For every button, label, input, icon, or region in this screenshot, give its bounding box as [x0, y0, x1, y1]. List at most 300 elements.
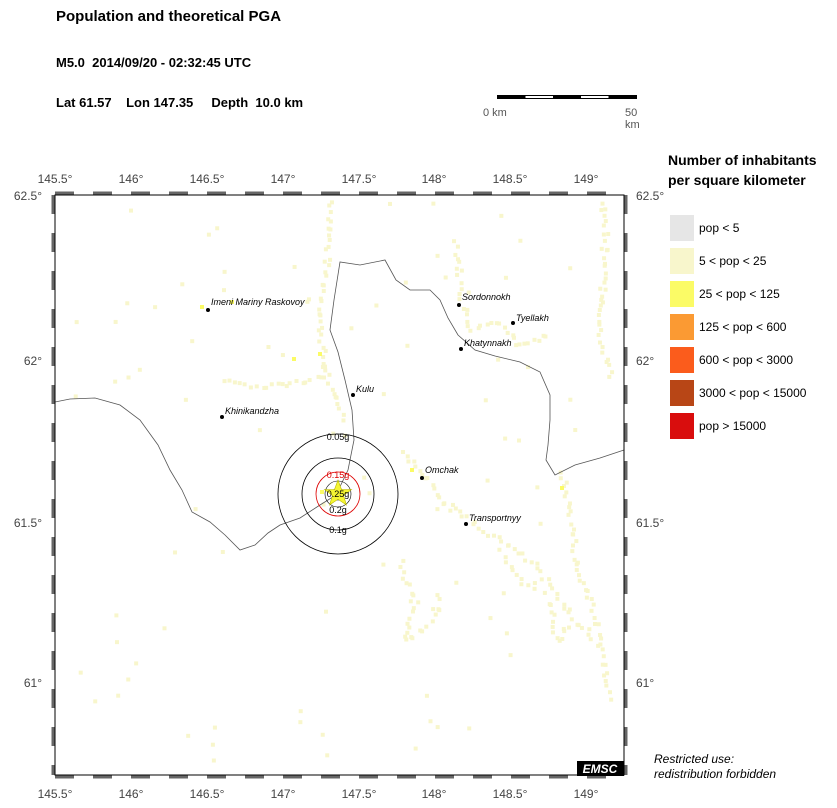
place-marker	[511, 313, 549, 325]
population-dot	[568, 266, 572, 270]
population-dot	[547, 577, 551, 581]
population-dot	[409, 599, 413, 603]
population-dot	[496, 358, 500, 362]
population-dot	[432, 486, 436, 490]
population-dot	[497, 548, 501, 552]
population-dot	[127, 376, 131, 380]
population-dot	[492, 534, 496, 538]
population-dots	[74, 200, 614, 762]
population-dot	[436, 254, 440, 258]
population-dot	[526, 583, 530, 587]
place-marker	[457, 292, 511, 307]
population-dot	[317, 339, 321, 343]
population-dot	[602, 654, 606, 658]
lon-label-top: 147.5°	[341, 172, 377, 186]
population-dot	[562, 627, 566, 631]
pga-label: 0.25g	[326, 489, 350, 499]
place-marker	[351, 384, 374, 397]
population-dot	[548, 602, 552, 606]
population-dot	[533, 581, 537, 585]
population-dot	[93, 699, 97, 703]
population-dot	[425, 476, 429, 480]
population-dot	[435, 593, 439, 597]
population-dot	[329, 210, 333, 214]
population-dot	[458, 292, 462, 296]
population-dot	[603, 214, 607, 218]
population-dot	[601, 647, 605, 651]
population-dot	[465, 312, 469, 316]
lat-label-left: 62°	[23, 354, 42, 368]
population-dot	[281, 382, 285, 386]
population-dot	[498, 535, 502, 539]
population-dot	[331, 388, 335, 392]
population-dot	[190, 339, 194, 343]
population-dot	[520, 577, 524, 581]
usage-notice-line2: redistribution forbidden	[654, 767, 777, 781]
population-dot	[533, 587, 537, 591]
population-dot	[486, 323, 490, 327]
population-dot	[497, 322, 501, 326]
population-dot	[460, 269, 464, 273]
population-dot	[589, 637, 593, 641]
population-dot	[517, 342, 521, 346]
population-dot	[598, 287, 602, 291]
population-dot	[222, 288, 226, 292]
population-dot	[322, 376, 326, 380]
population-dot	[578, 579, 582, 583]
lat-label-left: 62.5°	[13, 189, 42, 203]
population-dot	[407, 617, 411, 621]
population-dot	[295, 379, 299, 383]
population-dot	[517, 439, 521, 443]
population-dot	[466, 324, 470, 328]
place-dot-icon	[420, 476, 424, 480]
population-dot	[540, 577, 544, 581]
population-dot	[341, 418, 345, 422]
population-dot	[138, 368, 142, 372]
lon-label-bottom: 148.5°	[492, 787, 528, 801]
population-dot	[401, 450, 405, 454]
place-label: Kulu	[356, 384, 375, 394]
population-dot	[162, 626, 166, 630]
lon-label-bottom: 149°	[573, 787, 599, 801]
population-dot	[270, 382, 274, 386]
population-dot	[200, 305, 204, 309]
population-dot	[559, 476, 563, 480]
population-dot	[600, 202, 604, 206]
population-dot	[465, 308, 469, 312]
location-info: Lat 61.57 Lon 147.35 Depth 10.0 km	[56, 95, 304, 110]
population-dot	[308, 378, 312, 382]
lon-label-top: 145.5°	[37, 172, 73, 186]
population-dot	[317, 328, 321, 332]
population-dot	[381, 563, 385, 567]
population-dot	[597, 313, 601, 317]
population-dot	[410, 636, 414, 640]
population-dot	[416, 600, 420, 604]
population-dot	[602, 233, 606, 237]
population-dot	[602, 281, 606, 285]
population-dot	[212, 759, 216, 763]
population-dot	[599, 208, 603, 212]
population-dot	[543, 335, 547, 339]
population-dot	[293, 265, 297, 269]
population-dot	[410, 468, 414, 472]
population-dot	[567, 505, 571, 509]
population-dot	[460, 287, 464, 291]
population-dot	[401, 559, 405, 563]
population-dot	[567, 513, 571, 517]
population-dot	[328, 227, 332, 231]
population-dot	[402, 570, 406, 574]
population-dot	[453, 253, 457, 257]
population-dot	[513, 547, 517, 551]
population-dot	[570, 549, 574, 553]
population-dot	[408, 583, 412, 587]
lon-label-top: 149°	[573, 172, 599, 186]
population-dot	[603, 239, 607, 243]
population-dot	[567, 610, 571, 614]
population-dot	[582, 581, 586, 585]
place-marker	[459, 338, 512, 351]
population-dot	[327, 263, 331, 267]
population-dot	[577, 573, 581, 577]
lon-label-top: 148.5°	[492, 172, 528, 186]
population-dot	[538, 569, 542, 573]
population-dot	[324, 274, 328, 278]
population-dot	[504, 276, 508, 280]
place-label: Omchak	[425, 465, 459, 475]
population-dot	[435, 507, 439, 511]
population-dot	[337, 407, 341, 411]
population-dot	[425, 694, 429, 698]
population-dot	[515, 573, 519, 577]
population-dot	[113, 380, 117, 384]
population-dot	[321, 733, 325, 737]
population-dot	[233, 380, 237, 384]
lon-label-bottom: 146°	[118, 787, 144, 801]
place-dot-icon	[351, 393, 355, 397]
population-dot	[406, 622, 410, 626]
place-label: Transportnyy	[469, 513, 521, 523]
population-dot	[600, 247, 604, 251]
population-dot	[362, 476, 366, 480]
population-dot	[437, 608, 441, 612]
population-dot	[258, 428, 262, 432]
population-dot	[454, 581, 458, 585]
population-dot	[604, 663, 608, 667]
lon-label-bottom: 145.5°	[37, 787, 73, 801]
lat-label-right: 61°	[636, 676, 655, 690]
population-dot	[506, 331, 510, 335]
place-dot-icon	[206, 308, 210, 312]
population-dot	[277, 382, 281, 386]
population-dot	[539, 522, 543, 526]
population-dot	[551, 625, 555, 629]
scale-label-end: 50 km	[625, 107, 640, 131]
population-dot	[451, 503, 455, 507]
population-dot	[555, 592, 559, 596]
lat-label-left: 61°	[23, 676, 42, 690]
population-dot	[602, 223, 606, 227]
population-dot	[411, 593, 415, 597]
population-dot	[610, 370, 614, 374]
population-dot	[215, 226, 219, 230]
population-dot	[238, 381, 242, 385]
population-dot	[573, 428, 577, 432]
population-dot	[560, 486, 564, 490]
population-dot	[602, 256, 606, 260]
population-dot	[555, 597, 559, 601]
population-dot	[457, 297, 461, 301]
population-dot	[551, 620, 555, 624]
emsc-logo	[577, 761, 624, 776]
population-dot	[401, 577, 405, 581]
population-dot	[324, 247, 328, 251]
logo-text: EMSC	[582, 762, 618, 776]
population-dot	[126, 678, 130, 682]
place-label: Sordonnokh	[462, 292, 511, 302]
population-dot	[603, 264, 607, 268]
population-dot	[593, 622, 597, 626]
population-dot	[586, 589, 590, 593]
pga-label: 0.2g	[329, 505, 347, 515]
place-label: Imeni Mariny Raskovoy	[211, 297, 305, 307]
lon-label-bottom: 147°	[270, 787, 296, 801]
event-info: M5.0 2014/09/20 - 02:32:45 UTC	[56, 55, 252, 70]
population-dot	[223, 270, 227, 274]
population-dot	[319, 319, 323, 323]
population-dot	[568, 398, 572, 402]
population-dot	[535, 562, 539, 566]
population-dot	[598, 341, 602, 345]
population-dot	[488, 616, 492, 620]
pga-label: 0.15g	[326, 470, 350, 480]
population-dot	[478, 324, 482, 328]
population-dot	[342, 413, 346, 417]
lon-label-bottom: 147.5°	[341, 787, 377, 801]
population-dot	[477, 527, 481, 531]
population-dot	[509, 653, 513, 657]
population-dot	[424, 625, 428, 629]
population-dot	[327, 203, 331, 207]
population-dot	[608, 690, 612, 694]
population-dot	[411, 609, 415, 613]
population-dot	[599, 328, 603, 332]
population-dot	[603, 207, 607, 211]
page-title: Population and theoretical PGA	[56, 8, 282, 25]
pga-label: 0.1g	[329, 525, 347, 535]
population-dot	[604, 684, 608, 688]
population-dot	[572, 528, 576, 532]
population-dot	[607, 375, 611, 379]
legend-label: 3000 < pop < 15000	[699, 386, 807, 400]
scale-label-start: 0 km	[483, 107, 507, 119]
population-dot	[455, 267, 459, 271]
population-dot	[328, 238, 332, 242]
population-dot	[405, 631, 409, 635]
place-dot-icon	[457, 303, 461, 307]
population-dot	[318, 352, 322, 356]
population-dot	[468, 329, 472, 333]
population-dot	[243, 382, 247, 386]
population-dot	[512, 336, 516, 340]
lon-label-top: 147°	[270, 172, 296, 186]
population-dot	[404, 638, 408, 642]
pga-label: 0.05g	[326, 432, 350, 442]
population-dot	[489, 321, 493, 325]
population-dot	[571, 533, 575, 537]
population-dot	[418, 469, 422, 473]
population-dot	[517, 551, 521, 555]
population-dot	[465, 514, 469, 518]
population-dot	[574, 539, 578, 543]
population-dot	[413, 465, 417, 469]
population-dot	[442, 502, 446, 506]
population-dot	[548, 583, 552, 587]
legend-label: 5 < pop < 25	[699, 254, 767, 268]
population-dot	[328, 258, 332, 262]
population-dot	[587, 627, 591, 631]
population-dot	[596, 644, 600, 648]
place-dot-icon	[464, 522, 468, 526]
population-dot	[74, 394, 78, 398]
population-dot	[551, 630, 555, 634]
lon-label-top: 148°	[421, 172, 447, 186]
population-dot	[326, 382, 330, 386]
population-dot	[322, 283, 326, 287]
population-dot	[601, 345, 605, 349]
population-dot	[562, 607, 566, 611]
population-dot	[173, 550, 177, 554]
population-dot	[406, 459, 410, 463]
population-dot	[590, 609, 594, 613]
place-dot-icon	[511, 321, 515, 325]
lat-label-right: 62°	[636, 354, 655, 368]
lon-label-top: 146.5°	[189, 172, 225, 186]
population-dot	[499, 540, 503, 544]
population-dot	[503, 437, 507, 441]
population-dot	[607, 363, 611, 367]
population-dot	[324, 349, 328, 353]
population-dot	[298, 720, 302, 724]
population-dot	[318, 313, 322, 317]
population-dot	[266, 345, 270, 349]
population-dot	[129, 209, 133, 213]
lat-label-right: 61.5°	[636, 516, 665, 530]
population-dot	[484, 398, 488, 402]
population-dot	[213, 726, 217, 730]
population-dot	[414, 747, 418, 751]
population-dot	[368, 491, 372, 495]
population-dot	[563, 494, 567, 498]
population-dot	[223, 379, 227, 383]
population-dot	[486, 479, 490, 483]
lon-label-top: 146°	[118, 172, 144, 186]
population-dot	[114, 613, 118, 617]
place-marker	[220, 406, 279, 419]
population-dot	[438, 597, 442, 601]
population-dot	[281, 353, 285, 357]
population-dot	[407, 626, 411, 630]
lat-label-left: 61.5°	[13, 516, 42, 530]
population-dot	[305, 300, 309, 304]
population-dot	[184, 398, 188, 402]
population-dot	[569, 509, 573, 513]
population-dot	[520, 551, 524, 555]
population-dot	[116, 694, 120, 698]
population-dot	[560, 637, 564, 641]
population-dot	[506, 544, 510, 548]
population-dot	[454, 506, 458, 510]
population-dot	[444, 275, 448, 279]
population-dot	[434, 613, 438, 617]
population-dot	[460, 281, 464, 285]
population-dot	[319, 333, 323, 337]
population-dot	[519, 582, 523, 586]
population-dot	[457, 260, 461, 264]
population-dot	[327, 233, 331, 237]
population-dot	[605, 248, 609, 252]
population-dot	[597, 333, 601, 337]
settlements	[206, 292, 549, 526]
population-dot	[227, 379, 231, 383]
population-dot	[568, 501, 572, 505]
population-dot	[575, 562, 579, 566]
population-dot	[180, 282, 184, 286]
population-dot	[325, 753, 329, 757]
population-dot	[431, 619, 435, 623]
population-dot	[543, 591, 547, 595]
population-dot	[550, 586, 554, 590]
population-dot	[249, 385, 253, 389]
population-dot	[505, 631, 509, 635]
population-dot	[114, 320, 118, 324]
population-dot	[437, 495, 441, 499]
population-dot	[602, 673, 606, 677]
legend-title-line2: per square kilometer	[668, 172, 806, 188]
population-dot	[567, 626, 571, 630]
population-dot	[569, 523, 573, 527]
population-dot	[420, 629, 424, 633]
population-dot	[255, 384, 259, 388]
legend-title-line1: Number of inhabitants	[668, 152, 817, 168]
place-label: Khatynnakh	[464, 338, 512, 348]
population-dot	[597, 622, 601, 626]
population-dot	[467, 726, 471, 730]
population-dot	[553, 613, 557, 617]
population-dot	[75, 320, 79, 324]
population-dot	[511, 568, 515, 572]
place-label: Tyellakh	[516, 313, 549, 323]
legend-label: pop < 5	[699, 221, 740, 235]
population-dot	[288, 381, 292, 385]
population-dot	[535, 485, 539, 489]
population-dot	[431, 202, 435, 206]
population-dot	[317, 308, 321, 312]
population-dot	[186, 734, 190, 738]
population-dot	[580, 626, 584, 630]
population-dot	[455, 273, 459, 277]
population-dot	[570, 617, 574, 621]
population-dot	[462, 307, 466, 311]
population-dot	[504, 560, 508, 564]
population-dot	[335, 396, 339, 400]
population-dot	[504, 555, 508, 559]
population-dot	[382, 392, 386, 396]
legend-label: pop > 15000	[699, 419, 767, 433]
population-dot	[329, 219, 333, 223]
